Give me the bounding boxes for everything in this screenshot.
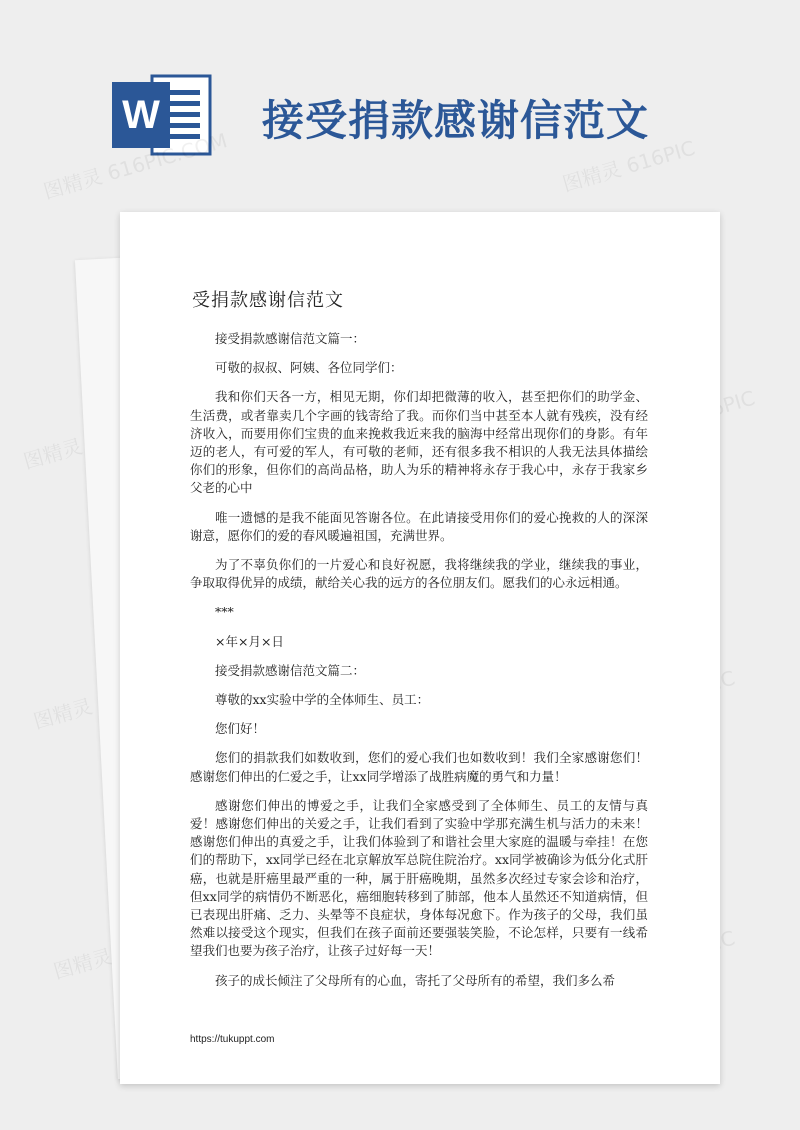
paragraph: 接受捐款感谢信范文篇二： [215,662,366,678]
paragraph: 尊敬的xx实验中学的全体师生、员工： [215,692,430,708]
header-title: 接受捐款感谢信范文 [262,96,650,145]
paragraph: 唯一遗憾的是我不能面见答谢各位。在此请接受用你们的爱心挽救的人的深深谢意，愿你们的爱的春风暖遍祖国，充满世界。 [190,509,648,543]
logo-letter: W [122,93,160,137]
paragraph: ×年×月×日 [215,633,284,649]
paragraph: 可敬的叔叔、阿姨、各位同学们： [215,360,403,376]
document-body [190,330,648,1001]
paragraph: 孩子的成长倾注了父母所有的心血，寄托了父母所有的希望，我们多么希 [215,972,616,988]
paragraph: 为了不辜负你们的一片爱心和良好祝愿，我将继续我的学业，继续我的事业，争取取得优异的成绩，献给关心我的远方的各位朋友们。愿我们的心永远相通。 [190,557,648,591]
banner [0,0,800,230]
document-title: 受捐款感谢信范文 [192,290,344,311]
document-page [120,212,720,1084]
footer-url: https://tukuppt.com [190,1034,275,1045]
paragraph: *** [215,604,234,620]
paragraph: 您们的捐款我们如数收到，您们的爱心我们也如数收到！我们全家感谢您们！感谢您们伸出的仁爱之手，让xx同学增添了战胜病魔的勇气和力量！ [190,750,648,784]
word-document-icon [110,72,214,158]
paragraph: 我和你们天各一方，相见无期，你们却把微薄的收入，甚至把你们的助学金、生活费，或者靠卖几个字画的钱寄给了我。而你们当中甚至本人就有残疾，没有经济收入，而要用你们宝贵的血来挽救我近来我的脑海中经常出现你们的身影。有年迈的老人，有可爱的军人，有可敬的老师，还有很多我不相识的人我无法具体描绘你们的形象，但你们的高尚品格，助人为乐的精神将永存于我心中，永存于我家乡父老的心中 [190,389,648,496]
paragraph: 接受捐款感谢信范文篇一： [215,331,366,346]
paragraph: 感谢您们伸出的博爱之手，让我们全家感受到了全体师生、员工的友情与真爱！感谢您们伸出的关爱之手，让我们看到了实验中学那充满生机与活力的未来！感谢您们伸出的真爱之手，让我们体验到了和谐社会里大家庭的温暖与牵挂！在您们的帮助下，xx同学已经在北京解放军总院住院治疗。xx同学被确诊为低分化式肝癌，也就是肝癌里最严重的一种，属于肝癌晚期，虽然多次经过专家会诊和治疗，但xx同学的病情仍不断恶化，癌细胞转移到了肺部，他本人虽然还不知道病情，但已表现出肝痛、乏力、头晕等不良症状，身体每况愈下。作为孩子的父母，我们虽然难以接受这个现实，但我们在孩子面前还要强装笑脸，不论怎样，只要有一线希望我们也要为孩子治疗，让孩子过好每一天！ [190,797,648,959]
paragraph: 您们好！ [215,721,266,737]
